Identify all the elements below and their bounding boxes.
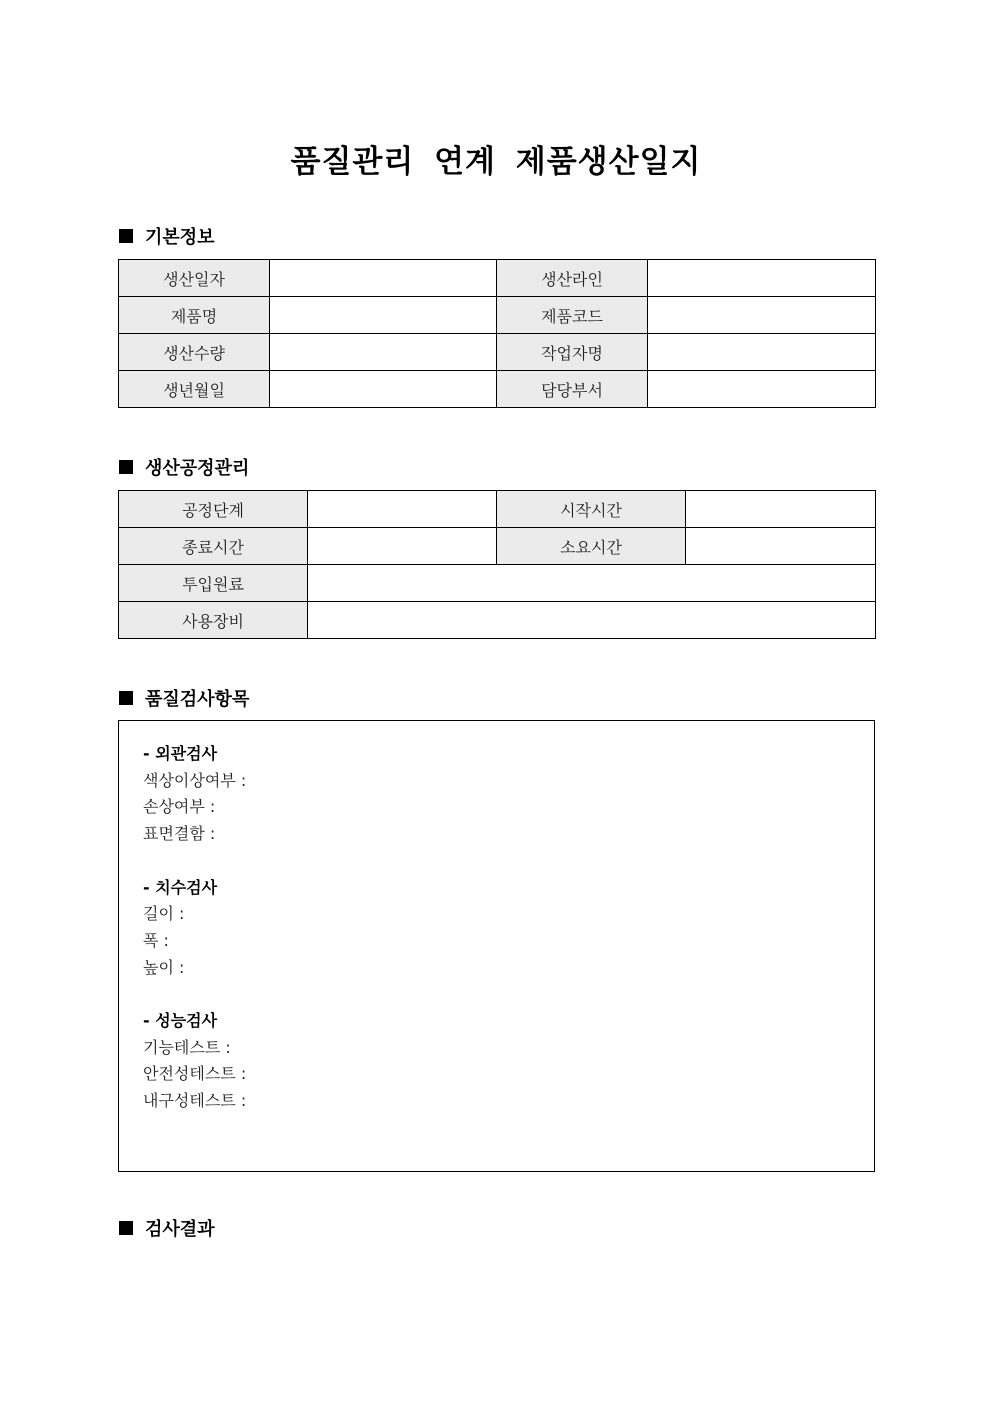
table-row [119, 602, 876, 639]
field-label: 공정단계 [119, 491, 308, 528]
section-heading-inspection [119, 685, 249, 711]
field-label: 제품명 [119, 297, 270, 334]
field-label: 시작시간 [497, 491, 686, 528]
basic-info-table [118, 259, 876, 408]
field-value-cell[interactable] [270, 371, 497, 408]
inspection-group-dimension [143, 875, 246, 982]
field-label: 작업자명 [497, 334, 648, 371]
section-heading-result [119, 1215, 215, 1241]
inspection-group-title: - 치수검사 [143, 877, 218, 897]
inspection-item: 내구성테스트 : [143, 1091, 247, 1111]
section-heading-basic [119, 223, 215, 249]
field-label: 생산라인 [497, 260, 648, 297]
field-label: 종료시간 [119, 528, 308, 565]
table-row [119, 371, 876, 408]
field-value-cell[interactable] [648, 334, 876, 371]
field-value-cell[interactable] [648, 371, 876, 408]
section-heading-text: 기본정보 [145, 227, 215, 248]
inspection-group-title: - 외관검사 [143, 744, 218, 763]
table-row [119, 528, 876, 565]
inspection-box[interactable] [118, 720, 875, 1172]
square-bullet-icon [119, 460, 133, 474]
table-row [119, 260, 876, 297]
field-label: 생산일자 [119, 260, 270, 297]
field-value-cell[interactable] [308, 528, 497, 565]
inspection-group-appearance [143, 741, 246, 848]
inspection-item: 폭 : [143, 930, 169, 950]
inspection-group-performance [143, 1008, 246, 1115]
field-value-cell[interactable] [308, 565, 876, 602]
table-row [119, 297, 876, 334]
field-value-cell[interactable] [648, 297, 876, 334]
field-value-cell[interactable] [270, 334, 497, 371]
field-value-cell[interactable] [686, 491, 876, 528]
field-label: 소요시간 [497, 528, 686, 565]
section-heading-text: 품질검사항목 [145, 689, 250, 710]
inspection-item: 높이 : [143, 957, 185, 977]
field-value-cell[interactable] [686, 528, 876, 565]
table-row [119, 491, 876, 528]
square-bullet-icon [119, 1221, 133, 1235]
field-label: 사용장비 [119, 602, 308, 639]
square-bullet-icon [119, 691, 133, 705]
table-row [119, 565, 876, 602]
inspection-item: 기능테스트 : [143, 1037, 231, 1057]
field-value-cell[interactable] [308, 491, 497, 528]
square-bullet-icon [119, 229, 133, 243]
inspection-item: 색상이상여부 : [143, 770, 247, 790]
field-value-cell[interactable] [308, 602, 876, 639]
document-title: 품질관리 연계 제품생산일지 [290, 144, 702, 180]
field-value-cell[interactable] [270, 297, 497, 334]
section-heading-text: 생산공정관리 [145, 458, 250, 479]
inspection-group-title: - 성능검사 [143, 1011, 218, 1030]
field-label: 생년월일 [119, 371, 270, 408]
field-label: 담당부서 [497, 371, 648, 408]
section-heading-text: 검사결과 [145, 1219, 215, 1240]
field-label: 생산수량 [119, 334, 270, 371]
inspection-item: 길이 : [143, 904, 185, 924]
table-row [119, 334, 876, 371]
field-label: 제품코드 [497, 297, 648, 334]
inspection-content [143, 741, 246, 1142]
field-value-cell[interactable] [648, 260, 876, 297]
inspection-item: 손상여부 : [143, 797, 216, 817]
field-label: 투입원료 [119, 565, 308, 602]
inspection-item: 표면결함 : [143, 824, 216, 844]
process-table [118, 490, 876, 639]
section-heading-process [119, 454, 249, 480]
inspection-item: 안전성테스트 : [143, 1064, 247, 1084]
field-value-cell[interactable] [270, 260, 497, 297]
